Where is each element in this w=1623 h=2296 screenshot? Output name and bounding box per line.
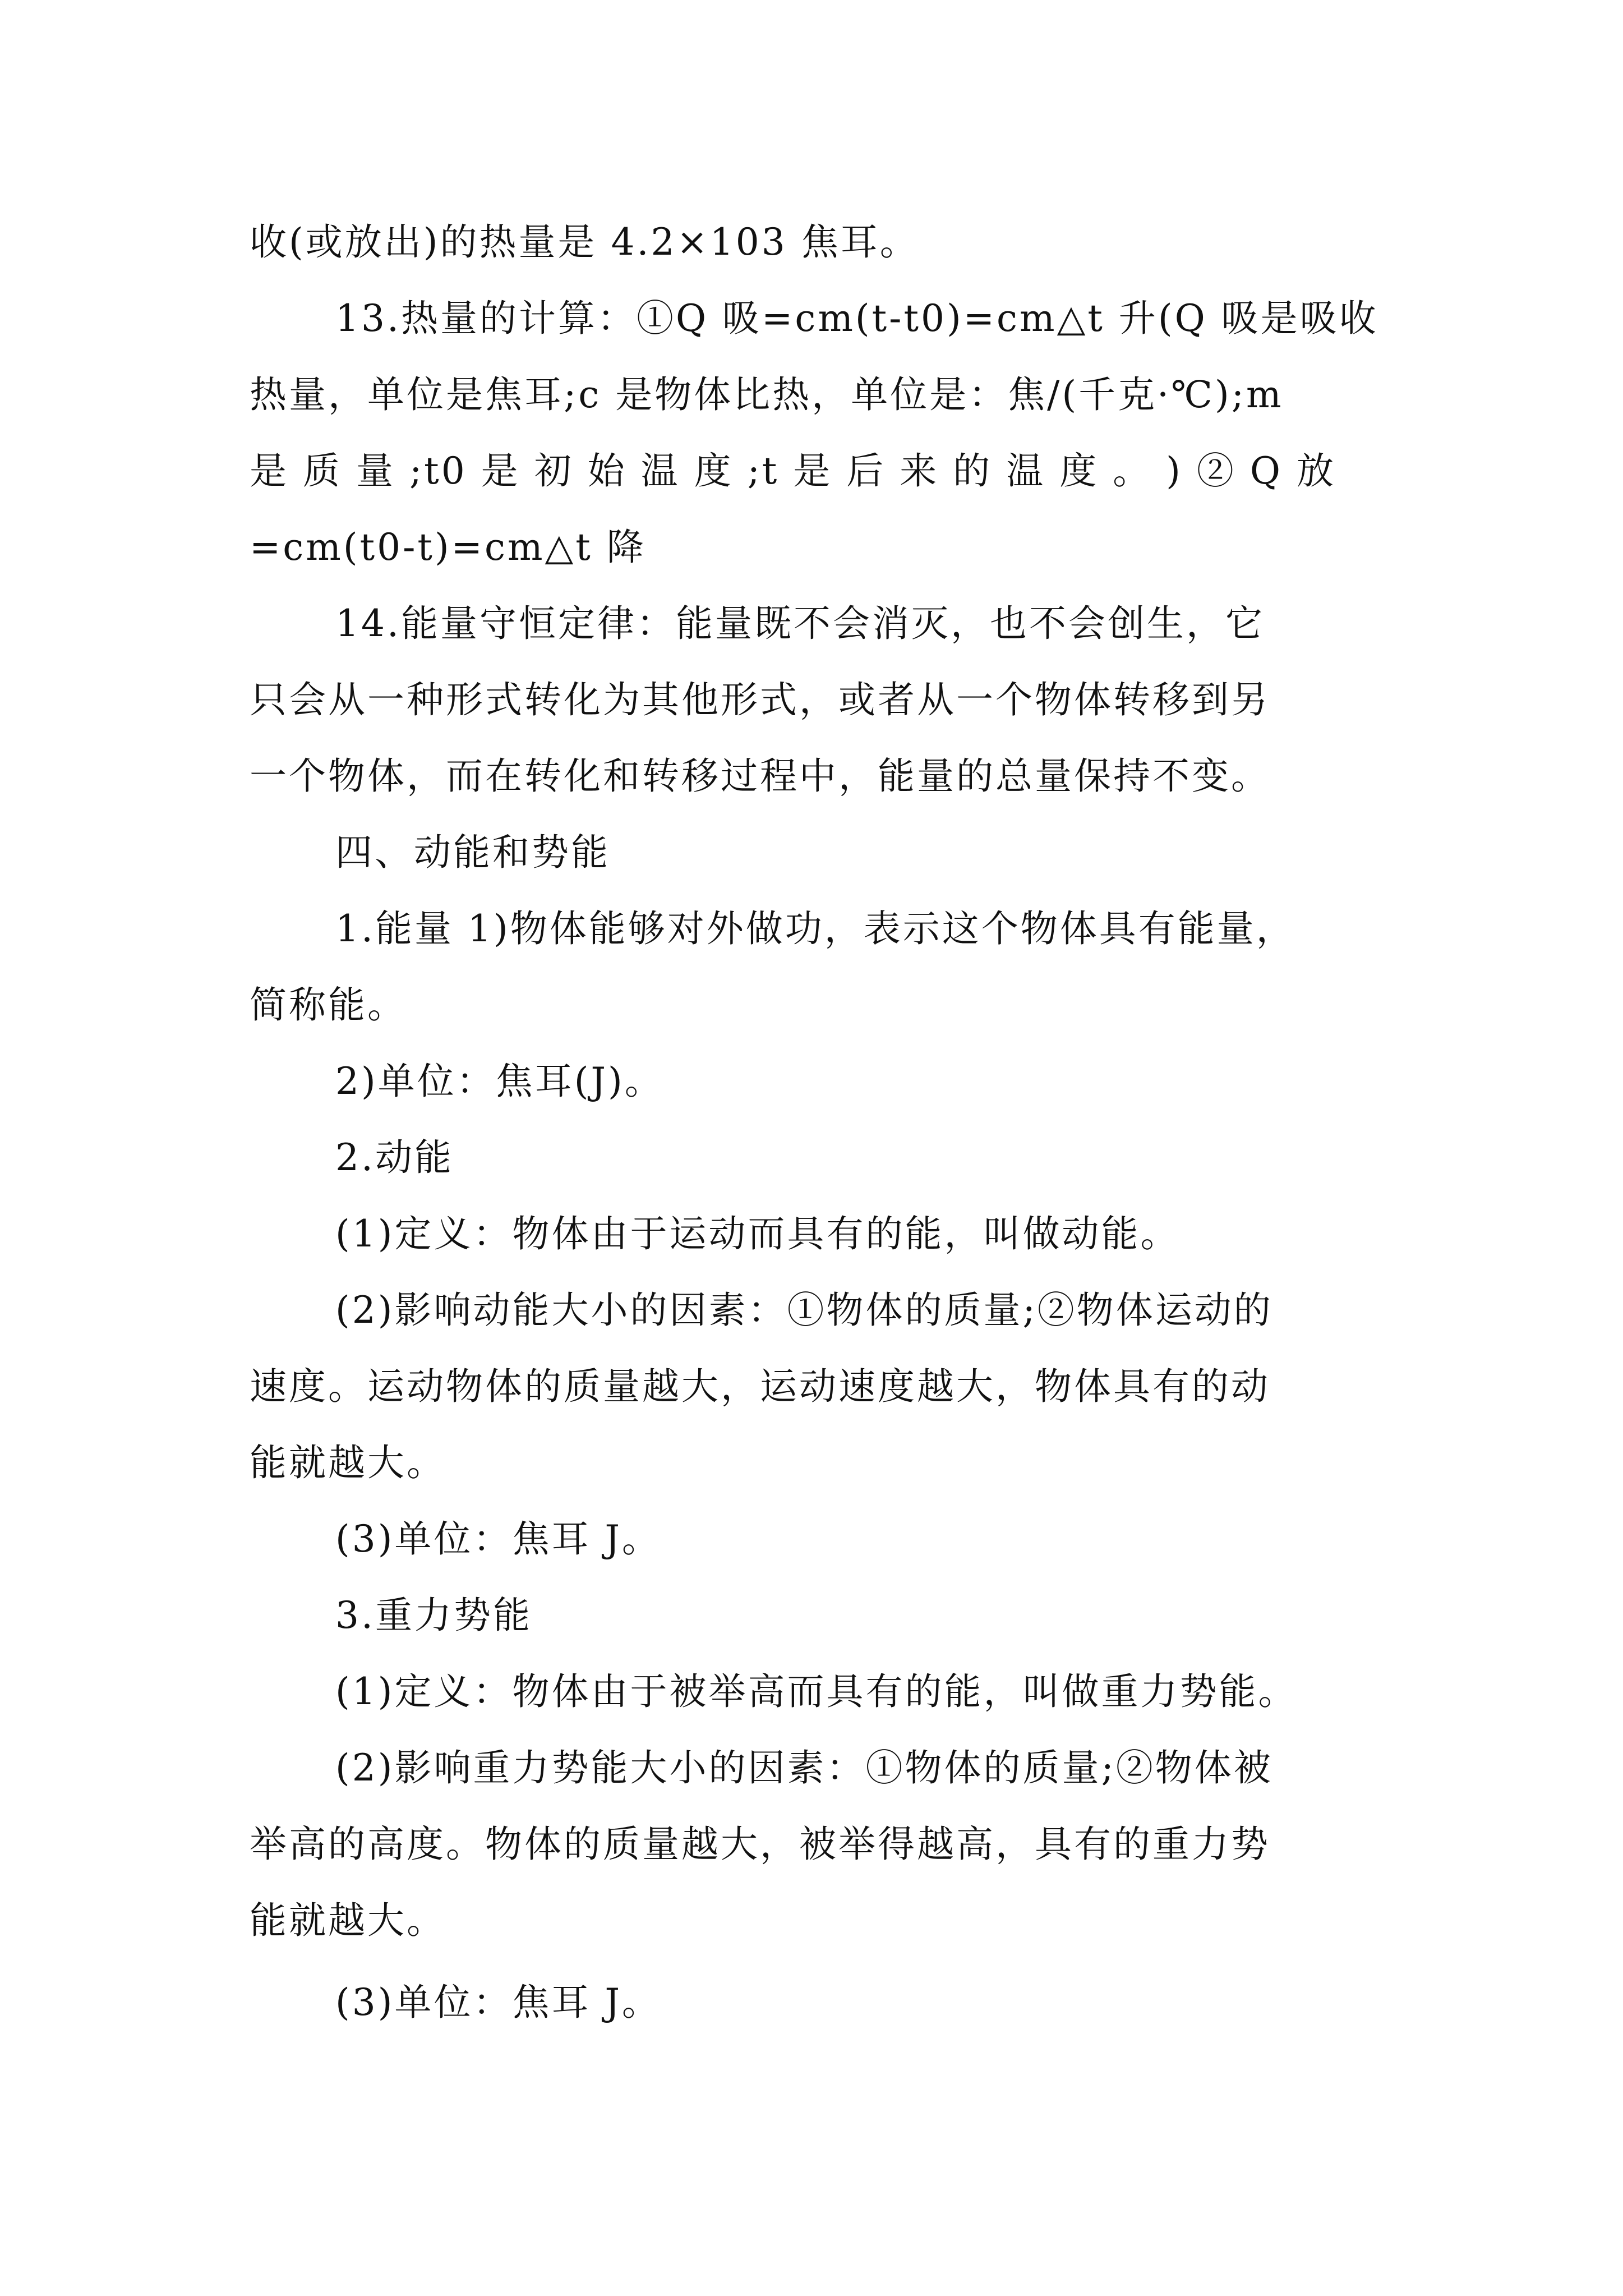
text-line: (3)单位：焦耳 J。 xyxy=(335,1981,661,2024)
text-line: (2)影响重力势能大小的因素：①物体的质量;②物体被 xyxy=(335,1746,1273,1789)
text-line: 举高的高度。物体的质量越大，被举得越高，具有的重力势 xyxy=(250,1823,1270,1866)
text-line: 简称能。 xyxy=(250,983,407,1027)
text-line: (3)单位：焦耳 J。 xyxy=(335,1517,661,1561)
text-line: (1)定义：物体由于运动而具有的能，叫做动能。 xyxy=(335,1212,1180,1255)
section-heading: 四、动能和势能 xyxy=(335,831,610,874)
text-line: 13.热量的计算：①Q 吸=cm(t-t0)=cm△t 升(Q 吸是吸收 xyxy=(335,297,1378,340)
subsection-heading: 3.重力势能 xyxy=(335,1594,532,1637)
text-line: 是 质 量 ;t0 是 初 始 温 度 ;t 是 后 来 的 温 度 。 ) ② Q 放 xyxy=(250,449,1336,493)
text-line: (1)定义：物体由于被举高而具有的能，叫做重力势能。 xyxy=(335,1670,1298,1713)
text-line: (2)影响动能大小的因素：①物体的质量;②物体运动的 xyxy=(335,1289,1273,1332)
text-line: 1.能量 1)物体能够对外做功，表示这个物体具有能量， xyxy=(335,907,1295,950)
text-line: 能就越大。 xyxy=(250,1441,446,1484)
text-line: 只会从一种形式转化为其他形式，或者从一个物体转移到另 xyxy=(250,678,1270,721)
text-line: 速度。运动物体的质量越大，运动速度越大，物体具有的动 xyxy=(250,1365,1270,1408)
text-line: =cm(t0-t)=cm△t 降 xyxy=(250,526,646,569)
text-line: 2)单位：焦耳(J)。 xyxy=(335,1060,664,1103)
subsection-heading: 2.动能 xyxy=(335,1136,454,1179)
text-line: 收(或放出)的热量是 4.2×103 焦耳。 xyxy=(250,220,919,264)
text-line: 14.能量守恒定律：能量既不会消灭，也不会创生，它 xyxy=(335,602,1265,645)
text-line: 热量，单位是焦耳;c 是物体比热，单位是：焦/(千克·℃);m xyxy=(250,373,1284,416)
text-line: 一个物体，而在转化和转移过程中，能量的总量保持不变。 xyxy=(250,754,1270,798)
text-line: 能就越大。 xyxy=(250,1899,446,1942)
